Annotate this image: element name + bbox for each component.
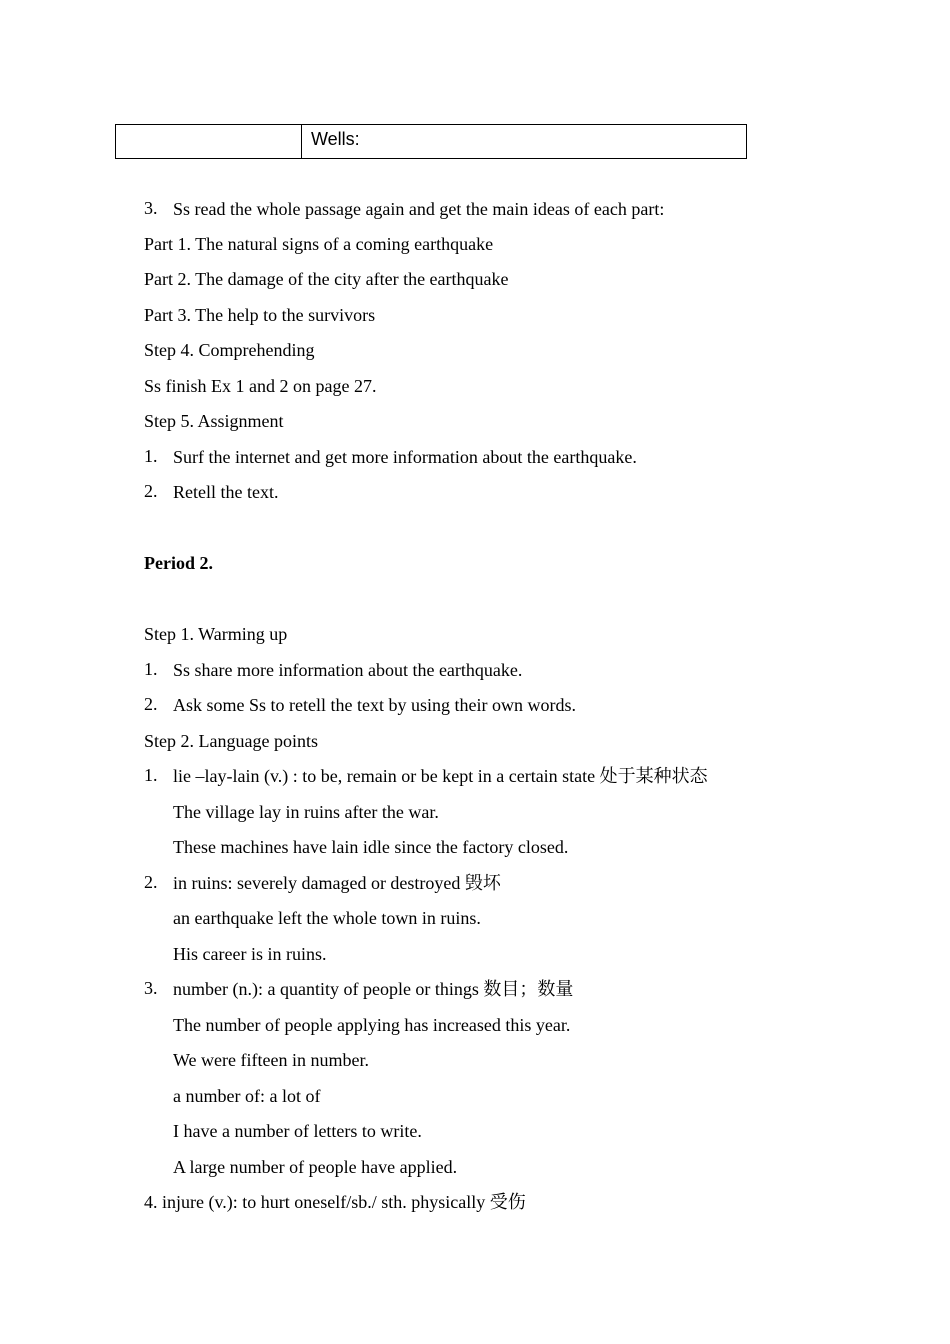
table-fragment xyxy=(115,124,747,159)
list-item-text: Ask some Ss to retell the text by using their own words. xyxy=(173,695,576,715)
part-2-line: Part 2. The damage of the city after the earthquake xyxy=(144,269,509,289)
list-item-text: Ss read the whole passage again and get the main ideas of each part: xyxy=(173,199,665,219)
list-item-text: 4. injure (v.): to hurt oneself/sb./ sth. physically 受伤 xyxy=(144,1192,526,1212)
table-cell-empty xyxy=(116,125,302,158)
example-sentence: The number of people applying has increased this year. xyxy=(173,1015,571,1035)
list-item-text: Ss share more information about the earthquake. xyxy=(173,660,523,680)
table-cell-wells: Wells: xyxy=(311,129,360,149)
list-number: 1. xyxy=(144,446,158,466)
example-sentence: These machines have lain idle since the factory closed. xyxy=(173,837,569,857)
example-sentence: His career is in ruins. xyxy=(173,944,327,964)
example-sentence: an earthquake left the whole town in ruins. xyxy=(173,908,481,928)
list-item-text: Retell the text. xyxy=(173,482,279,502)
list-number: 2. xyxy=(144,481,158,501)
example-sentence: I have a number of letters to write. xyxy=(173,1121,422,1141)
example-sentence: We were fifteen in number. xyxy=(173,1050,369,1070)
list-number: 3. xyxy=(144,978,158,998)
list-number: 2. xyxy=(144,872,158,892)
list-item-text: in ruins: severely damaged or destroyed 毁坏 xyxy=(173,873,501,893)
example-sentence: The village lay in ruins after the war. xyxy=(173,802,439,822)
step-2-heading: Step 2. Language points xyxy=(144,731,318,751)
example-sentence: A large number of people have applied. xyxy=(173,1157,458,1177)
list-item-text: number (n.): a quantity of people or things 数目；数量 xyxy=(173,979,574,999)
part-3-line: Part 3. The help to the survivors xyxy=(144,305,376,325)
list-number: 1. xyxy=(144,765,158,785)
body-text: Ss finish Ex 1 and 2 on page 27. xyxy=(144,376,377,396)
step-4-heading: Step 4. Comprehending xyxy=(144,340,315,360)
list-number: 3. xyxy=(144,198,158,218)
step-1-heading: Step 1. Warming up xyxy=(144,624,288,644)
example-sentence: a number of: a lot of xyxy=(173,1086,321,1106)
step-5-heading: Step 5. Assignment xyxy=(144,411,284,431)
period-heading: Period 2. xyxy=(144,553,213,573)
list-number: 1. xyxy=(144,659,158,679)
list-item-text: lie –lay-lain (v.) : to be, remain or be kept in a certain state 处于某种状态 xyxy=(173,766,708,786)
part-1-line: Part 1. The natural signs of a coming earthquake xyxy=(144,234,494,254)
list-item-text: Surf the internet and get more information about the earthquake. xyxy=(173,447,637,467)
list-number: 2. xyxy=(144,694,158,714)
